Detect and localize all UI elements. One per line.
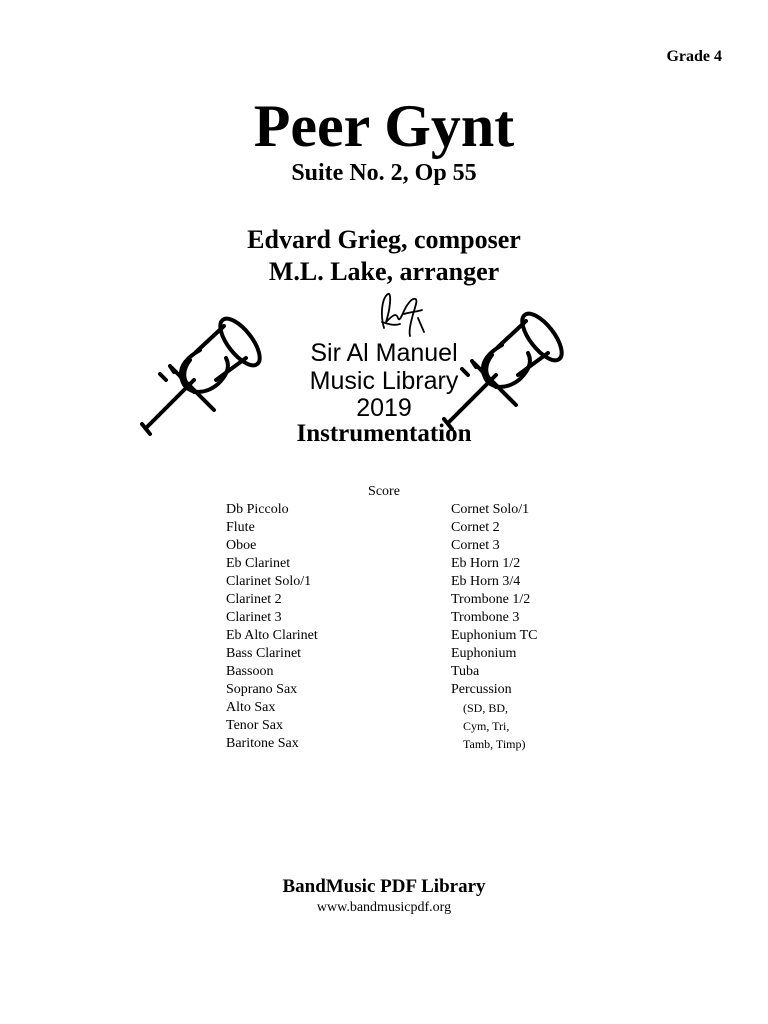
percussion-detail: Cym, Tri, xyxy=(463,719,510,733)
signature-mark xyxy=(374,288,426,344)
list-item: Baritone Sax xyxy=(226,736,299,751)
list-item: Flute xyxy=(226,520,255,535)
list-item: Eb Horn 3/4 xyxy=(451,574,521,589)
list-item: Trombone 3 xyxy=(451,610,520,625)
page-title: Peer Gynt xyxy=(253,93,515,159)
footer-url[interactable]: www.bandmusicpdf.org xyxy=(316,900,452,915)
list-item: Tuba xyxy=(451,664,480,679)
score-label: Score xyxy=(368,484,400,499)
percussion-detail: (SD, BD, xyxy=(463,701,509,715)
list-item: Db Piccolo xyxy=(226,502,289,517)
library-stamp-line1: Sir Al Manuel xyxy=(310,339,458,367)
page-subtitle: Suite No. 2, Op 55 xyxy=(291,160,477,186)
list-item: Eb Horn 1/2 xyxy=(451,556,521,571)
list-item: Alto Sax xyxy=(226,700,276,715)
list-item: Soprano Sax xyxy=(226,682,298,697)
list-item: Clarinet 2 xyxy=(226,592,282,607)
list-item: Bass Clarinet xyxy=(226,646,302,661)
list-item: Euphonium xyxy=(451,646,517,661)
list-item: Tenor Sax xyxy=(226,718,283,733)
list-item: Bassoon xyxy=(226,664,274,679)
list-item: Clarinet 3 xyxy=(226,610,282,625)
list-item: Eb Alto Clarinet xyxy=(226,628,318,643)
footer-library-name: BandMusic PDF Library xyxy=(282,876,486,897)
instrumentation-heading: Instrumentation xyxy=(296,420,472,447)
percussion-detail: Tamb, Timp) xyxy=(463,737,526,751)
list-item: Euphonium TC xyxy=(451,628,538,643)
instrument-list-right xyxy=(451,501,537,753)
grade-label: Grade 4 xyxy=(666,48,722,65)
list-item: Trombone 1/2 xyxy=(451,592,531,607)
instrument-list-left xyxy=(226,501,318,753)
library-stamp-year: 2019 xyxy=(356,394,412,422)
list-item: Eb Clarinet xyxy=(226,556,291,571)
list-item: Cornet Solo/1 xyxy=(451,502,530,517)
arranger-credit: M.L. Lake, arranger xyxy=(268,257,500,286)
list-item: Percussion xyxy=(451,682,512,697)
library-stamp-line2: Music Library xyxy=(309,367,459,395)
list-item: Oboe xyxy=(226,538,257,553)
list-item: Cornet 3 xyxy=(451,538,500,553)
list-item: Cornet 2 xyxy=(451,520,500,535)
list-item: Clarinet Solo/1 xyxy=(226,574,312,589)
composer-credit: Edvard Grieg, composer xyxy=(247,225,521,254)
